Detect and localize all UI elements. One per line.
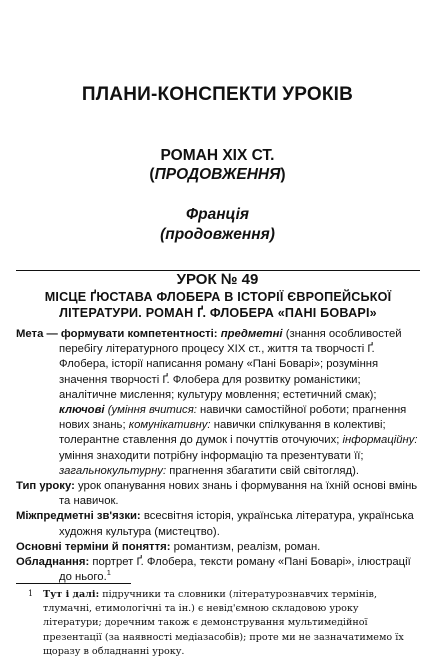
goal-culture-text: прагнення збагатити свій світогляд). <box>169 464 360 477</box>
lesson-number: УРОК № 49 <box>176 271 259 288</box>
country-heading <box>0 205 435 245</box>
goal-key-paren: (уміння вчитися: <box>107 404 197 417</box>
footnote-reference[interactable]: 1 <box>106 568 111 578</box>
lesson-details <box>16 327 420 585</box>
footnote-mark: 1 <box>28 589 34 598</box>
novel-heading-text: РОМАН XIX СТ. <box>160 147 275 164</box>
goal-comm-text: навички спілкування в колективі; толерантне ставлення до думок і почуттів оточуючих; <box>59 419 386 447</box>
footnote-label: Тут і далі: <box>43 589 100 600</box>
goal-info-text: уміння знаходити потрібну інформацію та презентувати її; <box>59 449 364 462</box>
goal-subject-label: предметні <box>220 328 283 340</box>
equipment-paragraph <box>16 555 420 585</box>
continued-label: ПРОДОВЖЕННЯ <box>154 166 281 183</box>
type-text: урок опанування нових знань і формування на їхній основі вмінь та навичок. <box>59 480 418 508</box>
goal-key-text: навички самостійної роботи; прагнення нових знань; <box>59 404 407 432</box>
country-name: Франція <box>186 206 249 223</box>
goal-culture-label: загальнокультурну: <box>59 464 167 477</box>
links-text: всесвітня історія, українська література, українська художня культура (мистецтво). <box>59 510 414 538</box>
novel-continued: (ПРОДОВЖЕННЯ) <box>149 166 286 183</box>
terms-text: романтизм, реалізм, роман. <box>173 540 321 553</box>
goal-subject-text: (знання особливостей перебігу літературного процесу XIX ст., життя та творчості Ґ. Флобера, історії написання роману «Пані Боварі»; розуміння значення творчості Ґ. Флобера для розвитку романістики; аналітичне мислення; культуру мовлення; естетичний смак); <box>59 328 402 401</box>
goal-paragraph <box>16 327 420 479</box>
goal-info-label: інформаційну: <box>342 434 418 447</box>
terms-paragraph <box>16 540 420 555</box>
lesson-topic: МІСЦЕ ҐЮСТАВА ФЛОБЕРА В ІСТОРІЇ ЄВРОПЕЙСЬКОЇ ЛІТЕРАТУРИ. РОМАН Ґ. ФЛОБЕРА «ПАНІ БОВАРІ» <box>44 290 392 320</box>
footnote-text: підручники та словники (літературознавчих термінів, тлумачні, етимологічні та ін.) є невід'ємною складовою уроку літератури; доречним також є демонстрування мультимедійної презентації (за наявності медіазасобів); проте ми не зазначатимемо їх щоразу в обладнанні уроку. <box>43 589 404 657</box>
terms-label: Основні терміни й поняття: <box>16 540 171 553</box>
country-continued: (продовження) <box>160 226 275 243</box>
type-paragraph <box>16 479 420 509</box>
equipment-text: портрет Ґ. Флобера, тексти роману «Пані Боварі», ілюстрації до нього. <box>59 556 411 584</box>
footnote <box>16 588 420 659</box>
section-title: ПЛАНИ-КОНСПЕКТИ УРОКІВ <box>81 84 354 105</box>
footnote-divider <box>16 583 131 584</box>
goal-label: Мета — формувати компетентності: <box>16 328 218 340</box>
equipment-label: Обладнання: <box>16 556 90 569</box>
goal-key-label: ключові <box>59 404 105 417</box>
goal-comm-label: комунікативну: <box>128 419 211 432</box>
type-label: Тип уроку: <box>16 480 75 493</box>
links-label: Міжпредметні зв'язки: <box>16 510 141 523</box>
novel-heading <box>0 146 435 184</box>
links-paragraph <box>16 509 420 539</box>
